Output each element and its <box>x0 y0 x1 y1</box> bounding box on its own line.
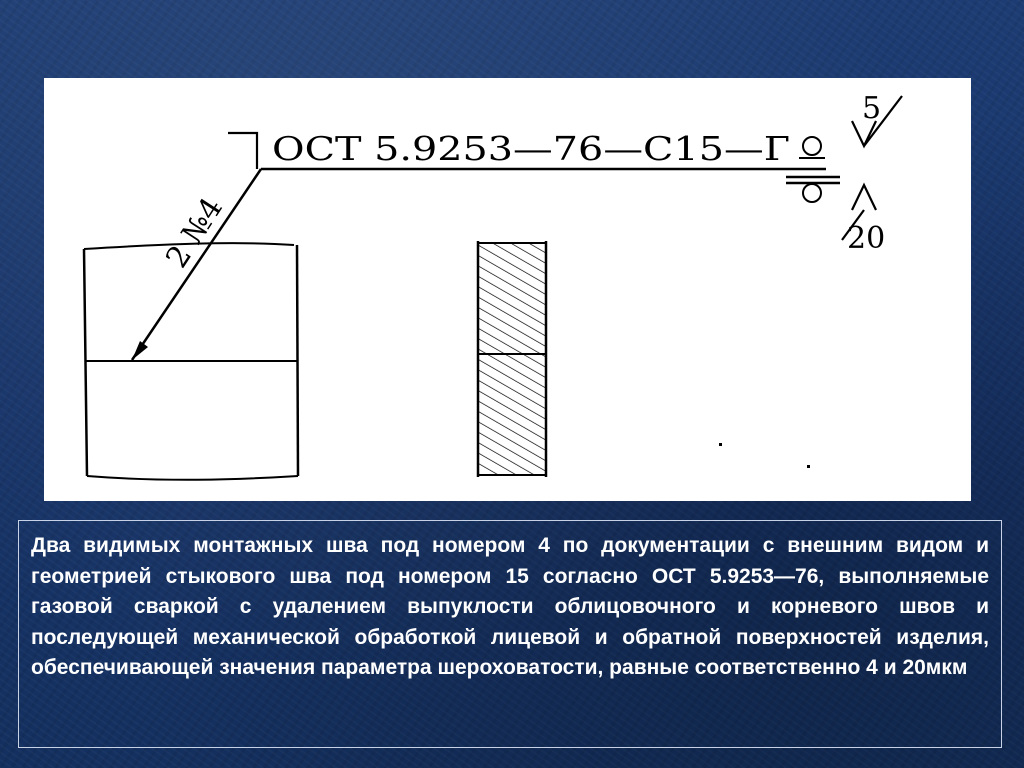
speck <box>719 443 722 446</box>
caption-box <box>18 520 1002 748</box>
removal-circle-bottom-icon <box>803 184 821 202</box>
removal-circle-top-icon <box>803 137 821 155</box>
leader-label: 2 №4 <box>159 191 231 275</box>
weld-symbol <box>786 91 902 256</box>
caption-text: Два видимых монтажных шва под номером 4 по документации с внешним видом и геометрией стыкового шва под номером 15 согласно ОСТ 5.9253—76, выполняемые газовой сваркой с удалением выпуклости облицовочного и корневого швов и последующей механической обработкой лицевой и обратной поверхностей изделия, обеспечивающей значения параметра шероховатости, равные соответственно 4 и 20мкм <box>31 534 989 679</box>
roughness-bottom-icon <box>852 185 876 210</box>
standard-designation: ОСТ 5.9253—76—С15—Г <box>272 129 790 168</box>
leader-arrowhead <box>132 341 148 360</box>
roughness-bottom-value: 20 <box>847 221 886 256</box>
left-plate <box>84 243 298 480</box>
installation-flag <box>228 133 257 169</box>
weld-drawing <box>44 78 971 501</box>
speck <box>807 465 810 468</box>
roughness-top-value: 5 <box>862 91 882 126</box>
weld-drawing-panel <box>44 78 971 501</box>
section-view <box>478 241 546 477</box>
